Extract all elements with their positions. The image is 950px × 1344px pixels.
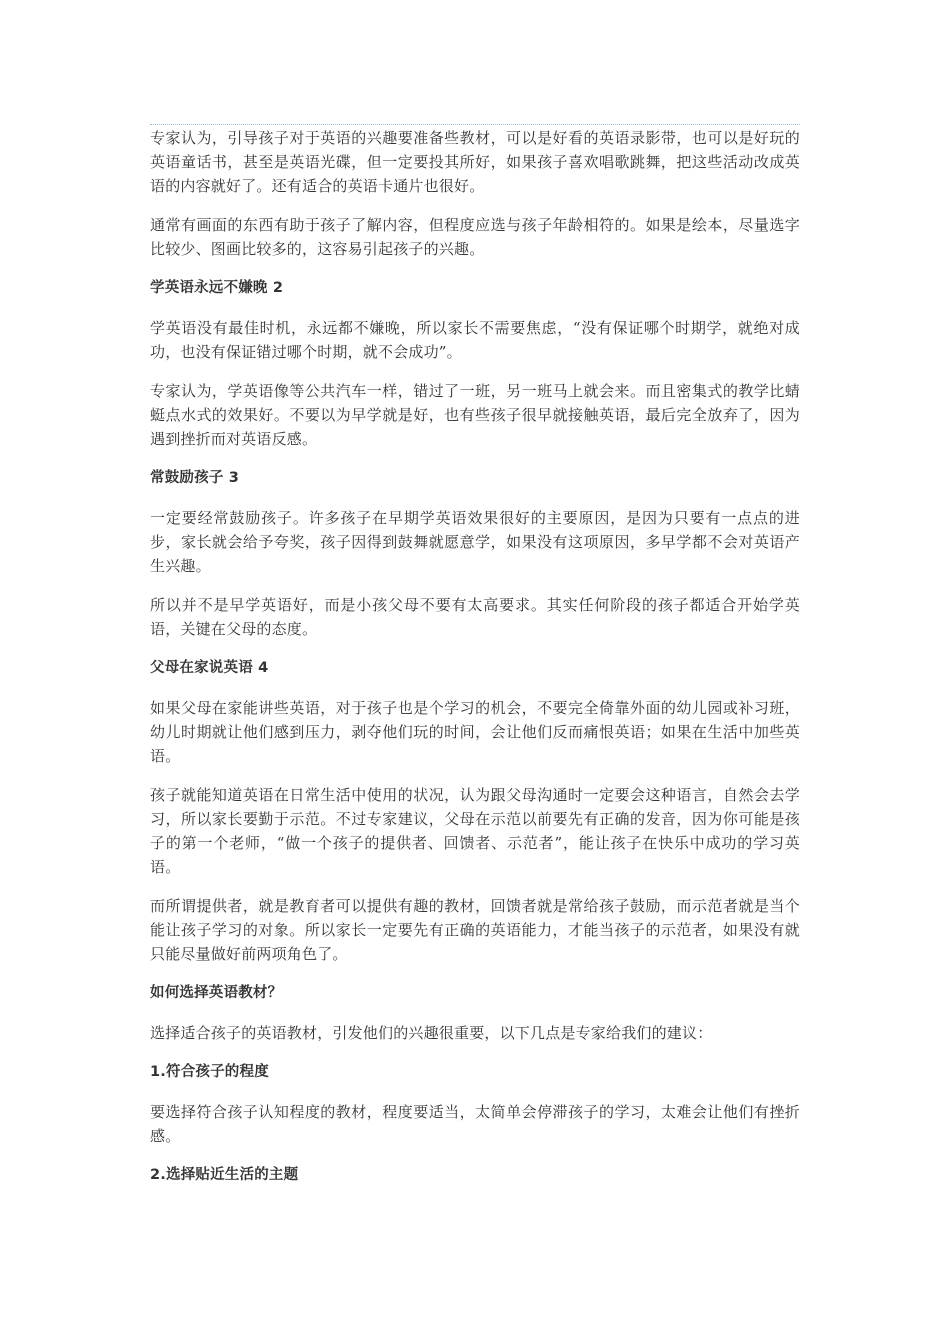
section-heading: 学英语永远不嫌晚 2 bbox=[150, 280, 284, 296]
section-heading: 如何选择英语教材？ bbox=[150, 985, 283, 1001]
paragraph: 学英语没有最佳时机，永远都不嫌晚，所以家长不需要焦虑，“没有保证哪个时期学，就绝对成功，也没有保证错过哪个时期，就不会成功”。 bbox=[150, 319, 800, 361]
paragraph: 专家认为，引导孩子对于英语的兴趣要准备些教材，可以是好看的英语录影带，也可以是好玩的英语童话书，甚至是英语光碟，但一定要投其所好，如果孩子喜欢唱歌跳舞，把这些活动改成英语的内容就好了。还有适合的英语卡通片也很好。 bbox=[150, 129, 800, 195]
section-heading: 常鼓励孩子 3 bbox=[150, 470, 240, 486]
document-page bbox=[150, 124, 800, 1203]
sub-heading: 1.符合孩子的程度 bbox=[150, 1064, 269, 1080]
sub-heading: 2.选择贴近生活的主题 bbox=[150, 1167, 299, 1183]
paragraph: 孩子就能知道英语在日常生活中使用的状况，认为跟父母沟通时一定要会这种语言，自然会去学习，所以家长要勤于示范。不过专家建议，父母在示范以前要先有正确的发音，因为你可能是孩子的第一个老师，“做一个孩子的提供者、回馈者、示范者”，能让孩子在快乐中成功的学习英语。 bbox=[150, 786, 800, 876]
paragraph: 一定要经常鼓励孩子。许多孩子在早期学英语效果很好的主要原因，是因为只要有一点点的进步，家长就会给予夸奖，孩子因得到鼓舞就愿意学，如果没有这项原因，多早学都不会对英语产生兴趣。 bbox=[150, 509, 800, 575]
paragraph: 选择适合孩子的英语教材，引发他们的兴趣很重要，以下几点是专家给我们的建议： bbox=[150, 1024, 713, 1042]
paragraph: 要选择符合孩子认知程度的教材，程度要适当，太简单会停滞孩子的学习，太难会让他们有挫折感。 bbox=[150, 1103, 800, 1145]
paragraph: 专家认为，学英语像等公共汽车一样，错过了一班，另一班马上就会来。而且密集式的教学比蜻蜓点水式的效果好。不要以为早学就是好，也有些孩子很早就接触英语，最后完全放弃了，因为遇到挫折而对英语反感。 bbox=[150, 382, 800, 448]
paragraph: 通常有画面的东西有助于孩子了解内容，但程度应选与孩子年龄相符的。如果是绘本，尽量选字比较少、图画比较多的，这容易引起孩子的兴趣。 bbox=[150, 216, 800, 258]
paragraph: 所以并不是早学英语好，而是小孩父母不要有太高要求。其实任何阶段的孩子都适合开始学英语，关键在父母的态度。 bbox=[150, 596, 800, 638]
section-heading: 父母在家说英语 4 bbox=[150, 660, 269, 676]
article-body bbox=[150, 124, 800, 1187]
paragraph: 而所谓提供者，就是教育者可以提供有趣的教材，回馈者就是常给孩子鼓励，而示范者就是当个能让孩子学习的对象。所以家长一定要先有正确的英语能力，才能当孩子的示范者，如果没有就只能尽量做好前两项角色了。 bbox=[150, 897, 800, 963]
paragraph: 如果父母在家能讲些英语，对于孩子也是个学习的机会，不要完全倚靠外面的幼儿园或补习班，幼儿时期就让他们感到压力，剥夺他们玩的时间，会让他们反而痛恨英语；如果在生活中加些英语。 bbox=[150, 699, 800, 765]
